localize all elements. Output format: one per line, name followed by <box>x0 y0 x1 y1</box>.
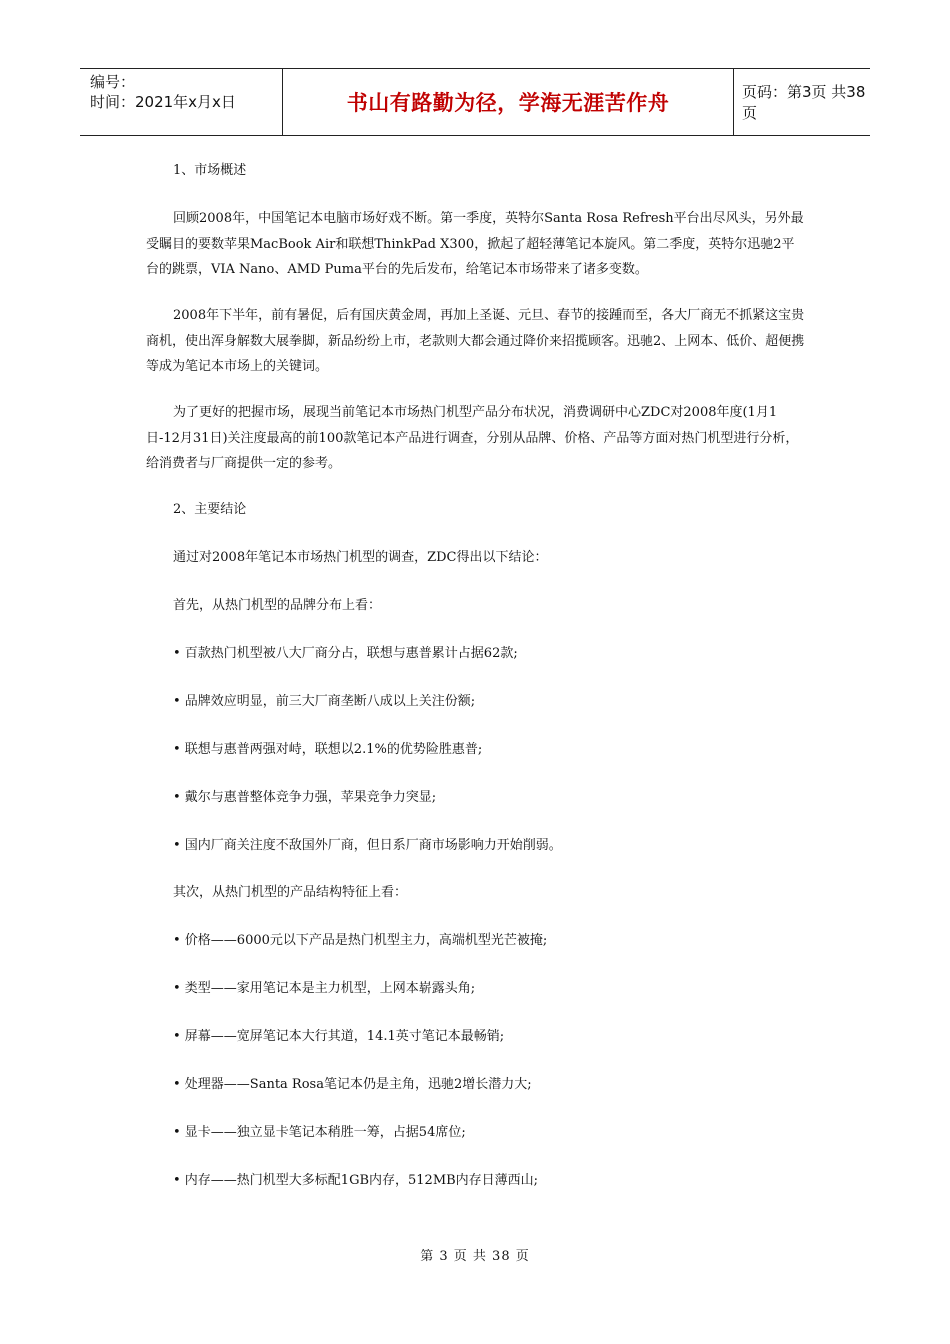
paragraph-conclusions-intro: 通过对2008年笔记本市场热门机型的调查，ZDC得出以下结论： <box>173 550 548 565</box>
product-bullet: • 内存——热门机型大多标配1GB内存，512MB内存日薄西山; <box>173 1173 539 1188</box>
header-left-cell <box>80 69 282 135</box>
paragraph-survey-purpose: 为了更好的把握市场，展现当前笔记本市场热门机型产品分布状况，消费调研中心ZDC对2008年度(1月1日-12月31日)关注度最高的前100款笔记本产品进行调查，分别从品牌、价格、产品等方面对热门机型进行分析，给消费者与厂商提供一定的参考。 <box>146 405 799 471</box>
page-footer: 第 3 页 共 38 页 <box>420 1249 530 1264</box>
header-motto-cell <box>282 69 734 135</box>
product-bullet: • 处理器——Santa Rosa笔记本仍是主角，迅驰2增长潜力大; <box>173 1077 532 1092</box>
section-heading-conclusions: 2、主要结论 <box>173 502 247 517</box>
page-info: 页码：第3页 共38页 <box>742 83 866 122</box>
section-heading-market-overview: 1、市场概述 <box>173 163 247 178</box>
product-bullet: • 屏幕——宽屏笔记本大行其道，14.1英寸笔记本最畅销; <box>173 1029 505 1044</box>
motto: 书山有路勤为径，学海无涯苦作舟 <box>346 91 670 115</box>
paragraph-2008-review: 回顾2008年，中国笔记本电脑市场好戏不断。第一季度，英特尔Santa Rosa Refresh平台出尽风头，另外最受瞩目的要数苹果MacBook Air和联想ThinkPad X300，掀起了超轻薄笔记本旋风。第二季度，英特尔迅驰2平台的跳票，VIA Nano、AMD Puma平台的先后发布，给笔记本市场带来了诸多变数。 <box>146 211 804 277</box>
product-bullet: • 价格——6000元以下产品是热门机型主力，高端机型光芒被掩; <box>173 933 548 948</box>
page-header <box>80 68 870 136</box>
number-label: 编号： <box>90 73 136 91</box>
brand-intro: 首先，从热门机型的品牌分布上看： <box>173 598 382 613</box>
header-page-cell <box>734 69 870 135</box>
brand-bullet: • 百款热门机型被八大厂商分占，联想与惠普累计占据62款; <box>173 646 518 661</box>
product-bullet: • 类型——家用笔记本是主力机型，上网本崭露头角; <box>173 981 476 996</box>
product-intro: 其次，从热门机型的产品结构特征上看： <box>173 885 408 900</box>
brand-bullet: • 国内厂商关注度不敌国外厂商，但日系厂商市场影响力开始削弱。 <box>173 838 562 853</box>
brand-bullet: • 戴尔与惠普整体竞争力强，苹果竞争力突显; <box>173 790 437 805</box>
brand-bullet: • 品牌效应明显，前三大厂商垄断八成以上关注份额; <box>173 694 476 709</box>
time-label: 时间：2021年x月x日 <box>90 93 236 111</box>
paragraph-second-half: 2008年下半年，前有暑促，后有国庆黄金周，再加上圣诞、元旦、春节的接踵而至，各大厂商无不抓紧这宝贵商机，使出浑身解数大展拳脚，新品纷纷上市，老款则大都会通过降价来招揽顾客。迅驰2、上网本、低价、超便携等成为笔记本市场上的关键词。 <box>146 308 805 374</box>
brand-bullet: • 联想与惠普两强对峙，联想以2.1%的优势险胜惠普; <box>173 742 483 757</box>
product-bullet: • 显卡——独立显卡笔记本稍胜一筹，占据54席位; <box>173 1125 466 1140</box>
